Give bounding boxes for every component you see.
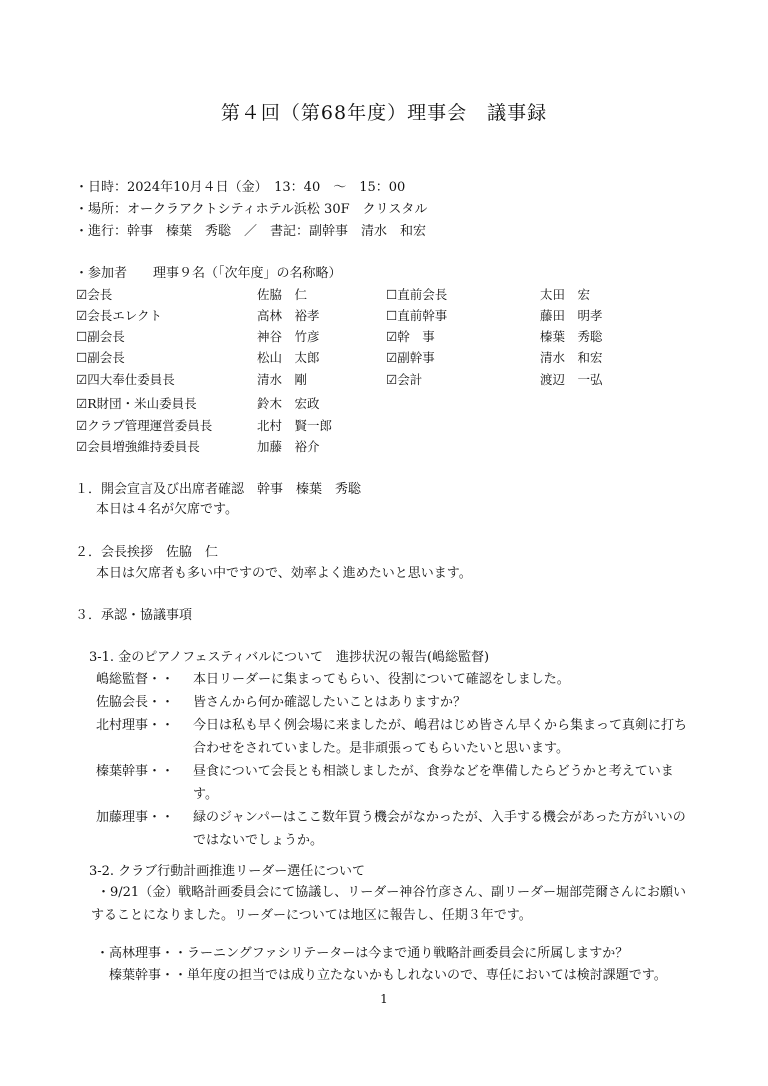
attendee-role: ☐副会長 [76, 329, 125, 344]
meeting-datetime: ・日時：2024年10月４日（金） 13：40 ～ 15：00 [75, 180, 406, 195]
item-3-1-heading: 3-1. 金のピアノフェスティバルについて 進捗状況の報告(嶋総監督) [89, 650, 490, 665]
section-2-heading: ２．会長挨拶 佐脇 仁 [75, 545, 219, 560]
attendee-name: 太田 宏 [540, 287, 591, 302]
speaker-label: 北村理事・・ [96, 718, 175, 733]
item-3-2-answer: 榛葉幹事・・単年度の担当では成り立たないかもしれないので、専任においては検討課題です。 [109, 968, 667, 983]
speaker-label: 佐脇会長・・ [96, 695, 175, 710]
meeting-place: ・場所：オークラアクトシティホテル浜松 30F クリスタル [75, 202, 428, 217]
meeting-chair-secretary: ・進行：幹事 榛葉 秀聡 ／ 書記：副幹事 清水 和宏 [75, 224, 427, 239]
speaker-label: 嶋総監督・・ [96, 672, 175, 687]
attendees-heading: ・参加者 理事９名（「次年度」の名称略） [75, 266, 342, 281]
attendee-name: 北村 賢一郎 [257, 418, 333, 433]
attendee-role: ☑副幹事 [386, 350, 435, 365]
attendee-name: 加藤 裕介 [257, 439, 320, 454]
attendee-name: 渡辺 一弘 [540, 372, 603, 387]
attendee-name: 藤田 明孝 [540, 308, 603, 323]
speaker-remark: 昼食について会長とも相談しましたが、食券などを準備したらどうかと考えています。 [193, 764, 674, 802]
attendee-role: ☑会長エレクト [76, 308, 162, 323]
attendee-role: ☐直前幹事 [386, 308, 448, 323]
document-title: 第４回（第68年度）理事会 議事録 [220, 102, 548, 124]
attendee-name: 清水 剛 [257, 372, 308, 387]
section-3-heading: ３．承認・協議事項 [75, 608, 193, 623]
section-2-body: 本日は欠席者も多い中ですので、効率よく進めたいと思います。 [96, 566, 472, 581]
item-3-2-question: ・高林理事・・ラーニングファシリテーターは今まで通り戦略計画委員会に所属しますか？ [96, 946, 629, 961]
speaker-remark: 本日リーダーに集まってもらい、役割について確認をしました。 [193, 672, 570, 687]
item-3-2-body: ・9/21（金）戦略計画委員会にて協議し、リーダー神谷竹彦さん、副リーダー堀部莞爾さんにお願いすることになりました。リーダーについては地区に報告し、任期３年です。 [91, 885, 686, 923]
attendee-role: ☑R財団・米山委員長 [76, 396, 197, 411]
attendee-name: 松山 太郎 [257, 350, 320, 365]
attendee-role: ☑会長 [76, 287, 113, 302]
attendee-name: 榛葉 秀聡 [540, 329, 603, 344]
speaker-label: 加藤理事・・ [96, 810, 175, 825]
page-number: 1 [380, 992, 388, 1006]
attendee-name: 清水 和宏 [540, 350, 603, 365]
speaker-label: 榛葉幹事・・ [96, 764, 175, 779]
attendee-role: ☑会員増強維持委員長 [76, 439, 200, 454]
section-1-body: 本日は４名が欠席です。 [96, 502, 238, 517]
speaker-remark: 今日は私も早く例会場に来ましたが、嶋君はじめ皆さん早くから集まって真剣に打ち合わせをされていました。是非頑張ってもらいたいと思います。 [193, 718, 688, 756]
attendee-name: 神谷 竹彦 [257, 329, 320, 344]
speaker-remark: 皆さんから何か確認したいことはありますか？ [193, 695, 467, 710]
attendee-name: 佐脇 仁 [257, 287, 308, 302]
speaker-remark: 緑のジャンパーはここ数年買う機会がなかったが、入手する機会があった方がいいのではないでしょうか。 [193, 810, 686, 848]
attendee-role: ☑会計 [386, 372, 423, 387]
item-3-2-heading: 3-2. クラブ行動計画推進リーダー選任について [89, 864, 365, 879]
attendee-role: ☑クラブ管理運営委員長 [76, 418, 213, 433]
attendee-role: ☑四大奉仕委員長 [76, 372, 175, 387]
attendee-role: ☐直前会長 [386, 287, 448, 302]
attendee-name: 鈴木 宏政 [257, 396, 320, 411]
attendee-role: ☐副会長 [76, 350, 125, 365]
attendee-name: 高林 裕孝 [257, 308, 320, 323]
section-1-heading: １．開会宣言及び出席者確認 幹事 榛葉 秀聡 [75, 482, 362, 497]
attendee-role: ☑幹 事 [386, 329, 435, 344]
